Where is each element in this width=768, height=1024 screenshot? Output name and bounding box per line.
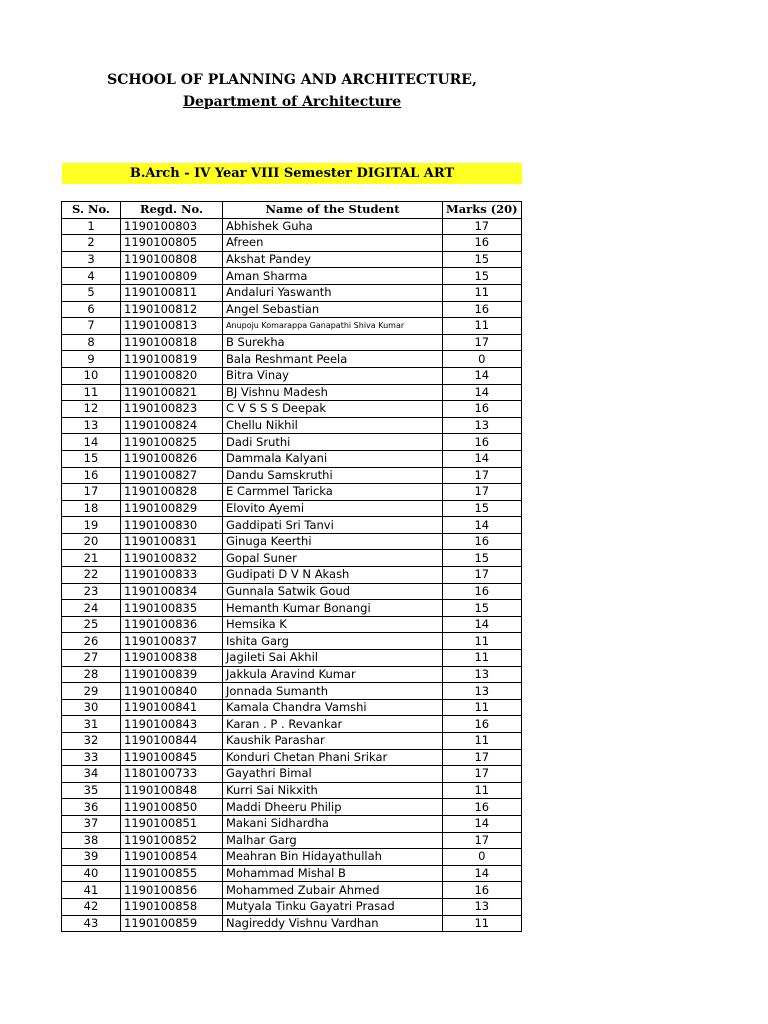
table-row [62,334,522,351]
table-row [62,284,522,301]
cell-regd-no: 1190100826 [121,450,223,467]
cell-marks: 13 [443,898,522,915]
cell-regd-no: 1190100836 [121,616,223,633]
cell-regd-no: 1190100852 [121,832,223,849]
table-row [62,699,522,716]
cell-sno: 20 [62,533,121,550]
cell-marks: 17 [443,334,522,351]
cell-marks: 11 [443,782,522,799]
cell-marks: 14 [443,815,522,832]
cell-marks: 11 [443,699,522,716]
cell-marks: 14 [443,865,522,882]
cell-marks: 17 [443,484,522,501]
cell-student-name: Gaddipati Sri Tanvi [223,517,443,534]
table-row [62,650,522,667]
cell-marks: 16 [443,533,522,550]
table-row [62,733,522,750]
cell-student-name: C V S S S Deepak [223,401,443,418]
cell-regd-no: 1190100803 [121,218,223,235]
cell-regd-no: 1190100805 [121,235,223,252]
cell-regd-no: 1190100808 [121,251,223,268]
cell-sno: 15 [62,450,121,467]
cell-sno: 42 [62,898,121,915]
table-row [62,799,522,816]
cell-sno: 30 [62,699,121,716]
cell-marks: 15 [443,600,522,617]
cell-regd-no: 1190100856 [121,882,223,899]
table-row [62,251,522,268]
cell-student-name: Mutyala Tinku Gayatri Prasad [223,898,443,915]
column-header-marks: Marks (20) [443,202,522,219]
cell-sno: 21 [62,550,121,567]
cell-marks: 16 [443,716,522,733]
cell-regd-no: 1190100841 [121,699,223,716]
cell-student-name: Aman Sharma [223,268,443,285]
cell-student-name: Akshat Pandey [223,251,443,268]
cell-regd-no: 1190100848 [121,782,223,799]
cell-sno: 6 [62,301,121,318]
table-row [62,235,522,252]
table-row [62,666,522,683]
cell-regd-no: 1190100821 [121,384,223,401]
cell-regd-no: 1190100832 [121,550,223,567]
cell-marks: 11 [443,915,522,932]
cell-sno: 24 [62,600,121,617]
cell-marks: 17 [443,218,522,235]
table-row [62,517,522,534]
cell-student-name: BJ Vishnu Madesh [223,384,443,401]
cell-regd-no: 1190100854 [121,849,223,866]
cell-student-name: Dammala Kalyani [223,450,443,467]
table-row [62,484,522,501]
cell-marks: 16 [443,882,522,899]
cell-student-name: Anupoju Komarappa Ganapathi Shiva Kumar [223,318,443,335]
table-row [62,583,522,600]
cell-marks: 16 [443,401,522,418]
table-row [62,401,522,418]
table-row [62,749,522,766]
cell-sno: 26 [62,633,121,650]
cell-student-name: Maddi Dheeru Philip [223,799,443,816]
cell-sno: 2 [62,235,121,252]
cell-marks: 14 [443,367,522,384]
cell-sno: 29 [62,683,121,700]
cell-regd-no: 1190100829 [121,500,223,517]
cell-sno: 1 [62,218,121,235]
cell-sno: 37 [62,815,121,832]
cell-regd-no: 1190100830 [121,517,223,534]
cell-student-name: Konduri Chetan Phani Srikar [223,749,443,766]
cell-regd-no: 1190100844 [121,733,223,750]
cell-student-name: B Surekha [223,334,443,351]
table-row [62,351,522,368]
cell-student-name: Dadi Sruthi [223,434,443,451]
cell-sno: 7 [62,318,121,335]
cell-marks: 16 [443,235,522,252]
column-header-regd: Regd. No. [121,202,223,219]
cell-student-name: Jagileti Sai Akhil [223,650,443,667]
cell-marks: 17 [443,467,522,484]
cell-sno: 35 [62,782,121,799]
cell-regd-no: 1190100850 [121,799,223,816]
cell-marks: 14 [443,517,522,534]
cell-marks: 17 [443,749,522,766]
cell-regd-no: 1190100827 [121,467,223,484]
cell-marks: 0 [443,351,522,368]
cell-student-name: Angel Sebastian [223,301,443,318]
cell-regd-no: 1190100811 [121,284,223,301]
cell-regd-no: 1190100824 [121,417,223,434]
cell-sno: 38 [62,832,121,849]
cell-student-name: Gunnala Satwik Goud [223,583,443,600]
cell-regd-no: 1190100859 [121,915,223,932]
cell-marks: 11 [443,633,522,650]
cell-sno: 32 [62,733,121,750]
cell-student-name: Karan . P . Revankar [223,716,443,733]
cell-student-name: Chellu Nikhil [223,417,443,434]
cell-regd-no: 1190100839 [121,666,223,683]
cell-regd-no: 1190100812 [121,301,223,318]
table-row [62,815,522,832]
table-row [62,417,522,434]
cell-student-name: Malhar Garg [223,832,443,849]
cell-sno: 4 [62,268,121,285]
cell-student-name: Andaluri Yaswanth [223,284,443,301]
cell-marks: 13 [443,666,522,683]
table-row [62,849,522,866]
cell-student-name: Makani Sidhardha [223,815,443,832]
cell-sno: 34 [62,766,121,783]
table-row [62,882,522,899]
cell-regd-no: 1190100840 [121,683,223,700]
cell-sno: 5 [62,284,121,301]
cell-student-name: Gudipati D V N Akash [223,567,443,584]
cell-student-name: Gayathri Bimal [223,766,443,783]
cell-sno: 36 [62,799,121,816]
cell-student-name: Gopal Suner [223,550,443,567]
cell-marks: 17 [443,766,522,783]
cell-student-name: Jakkula Aravind Kumar [223,666,443,683]
cell-regd-no: 1190100819 [121,351,223,368]
table-row [62,716,522,733]
cell-marks: 15 [443,251,522,268]
table-row [62,384,522,401]
cell-regd-no: 1190100834 [121,583,223,600]
cell-regd-no: 1190100843 [121,716,223,733]
cell-regd-no: 1190100845 [121,749,223,766]
cell-sno: 19 [62,517,121,534]
cell-marks: 11 [443,650,522,667]
cell-student-name: Abhishek Guha [223,218,443,235]
course-banner: B.Arch - IV Year VIII Semester DIGITAL ART [62,163,522,184]
table-body [62,218,522,932]
institution-title: SCHOOL OF PLANNING AND ARCHITECTURE, [107,72,477,88]
cell-sno: 23 [62,583,121,600]
table-header-row [62,202,522,219]
cell-student-name: Meahran Bin Hidayathullah [223,849,443,866]
cell-sno: 40 [62,865,121,882]
cell-sno: 10 [62,367,121,384]
cell-marks: 14 [443,616,522,633]
cell-marks: 15 [443,500,522,517]
cell-regd-no: 1190100823 [121,401,223,418]
cell-marks: 15 [443,268,522,285]
table-row [62,782,522,799]
cell-student-name: Ginuga Keerthi [223,533,443,550]
department-title: Department of Architecture [182,94,402,110]
cell-student-name: Jonnada Sumanth [223,683,443,700]
cell-regd-no: 1190100833 [121,567,223,584]
table-row [62,616,522,633]
marks-table [61,201,522,932]
cell-sno: 22 [62,567,121,584]
cell-student-name: Bitra Vinay [223,367,443,384]
cell-regd-no: 1190100831 [121,533,223,550]
table-row [62,318,522,335]
table-row [62,766,522,783]
cell-regd-no: 1190100813 [121,318,223,335]
table-row [62,633,522,650]
table-row [62,268,522,285]
table-row [62,898,522,915]
table-row [62,367,522,384]
cell-marks: 16 [443,434,522,451]
cell-regd-no: 1190100855 [121,865,223,882]
cell-sno: 28 [62,666,121,683]
cell-student-name: Kamala Chandra Vamshi [223,699,443,716]
cell-sno: 8 [62,334,121,351]
cell-student-name: Kurri Sai Nikxith [223,782,443,799]
cell-sno: 43 [62,915,121,932]
cell-sno: 9 [62,351,121,368]
cell-student-name: Ishita Garg [223,633,443,650]
cell-marks: 11 [443,733,522,750]
cell-marks: 13 [443,683,522,700]
cell-sno: 18 [62,500,121,517]
cell-regd-no: 1180100733 [121,766,223,783]
cell-student-name: E Carmmel Taricka [223,484,443,501]
cell-student-name: Kaushik Parashar [223,733,443,750]
cell-regd-no: 1190100818 [121,334,223,351]
cell-sno: 27 [62,650,121,667]
cell-sno: 41 [62,882,121,899]
cell-student-name: Mohammad Mishal B [223,865,443,882]
table-row [62,434,522,451]
column-header-name: Name of the Student [223,202,443,219]
cell-marks: 15 [443,550,522,567]
cell-student-name: Nagireddy Vishnu Vardhan [223,915,443,932]
cell-marks: 11 [443,318,522,335]
cell-regd-no: 1190100837 [121,633,223,650]
cell-student-name: Hemanth Kumar Bonangi [223,600,443,617]
cell-sno: 39 [62,849,121,866]
cell-marks: 14 [443,450,522,467]
cell-sno: 25 [62,616,121,633]
table-row [62,450,522,467]
cell-regd-no: 1190100809 [121,268,223,285]
cell-sno: 17 [62,484,121,501]
table-row [62,865,522,882]
cell-marks: 17 [443,567,522,584]
cell-marks: 0 [443,849,522,866]
table-row [62,467,522,484]
table-row [62,550,522,567]
column-header-sno: S. No. [62,202,121,219]
table-row [62,533,522,550]
cell-regd-no: 1190100838 [121,650,223,667]
cell-sno: 11 [62,384,121,401]
cell-sno: 33 [62,749,121,766]
cell-marks: 14 [443,384,522,401]
cell-sno: 12 [62,401,121,418]
cell-marks: 13 [443,417,522,434]
table-row [62,915,522,932]
cell-sno: 13 [62,417,121,434]
cell-regd-no: 1190100820 [121,367,223,384]
cell-student-name: Mohammed Zubair Ahmed [223,882,443,899]
cell-sno: 3 [62,251,121,268]
cell-student-name: Dandu Samskruthi [223,467,443,484]
cell-sno: 16 [62,467,121,484]
cell-sno: 31 [62,716,121,733]
cell-regd-no: 1190100858 [121,898,223,915]
cell-marks: 17 [443,832,522,849]
cell-marks: 16 [443,583,522,600]
cell-regd-no: 1190100828 [121,484,223,501]
table-row [62,500,522,517]
table-row [62,600,522,617]
table-row [62,301,522,318]
cell-marks: 16 [443,799,522,816]
table-row [62,683,522,700]
table-row [62,567,522,584]
cell-regd-no: 1190100835 [121,600,223,617]
cell-student-name: Elovito Ayemi [223,500,443,517]
cell-student-name: Afreen [223,235,443,252]
cell-student-name: Hemsika K [223,616,443,633]
cell-marks: 11 [443,284,522,301]
cell-regd-no: 1190100825 [121,434,223,451]
cell-student-name: Bala Reshmant Peela [223,351,443,368]
cell-sno: 14 [62,434,121,451]
table-row [62,218,522,235]
table-row [62,832,522,849]
cell-marks: 16 [443,301,522,318]
cell-regd-no: 1190100851 [121,815,223,832]
